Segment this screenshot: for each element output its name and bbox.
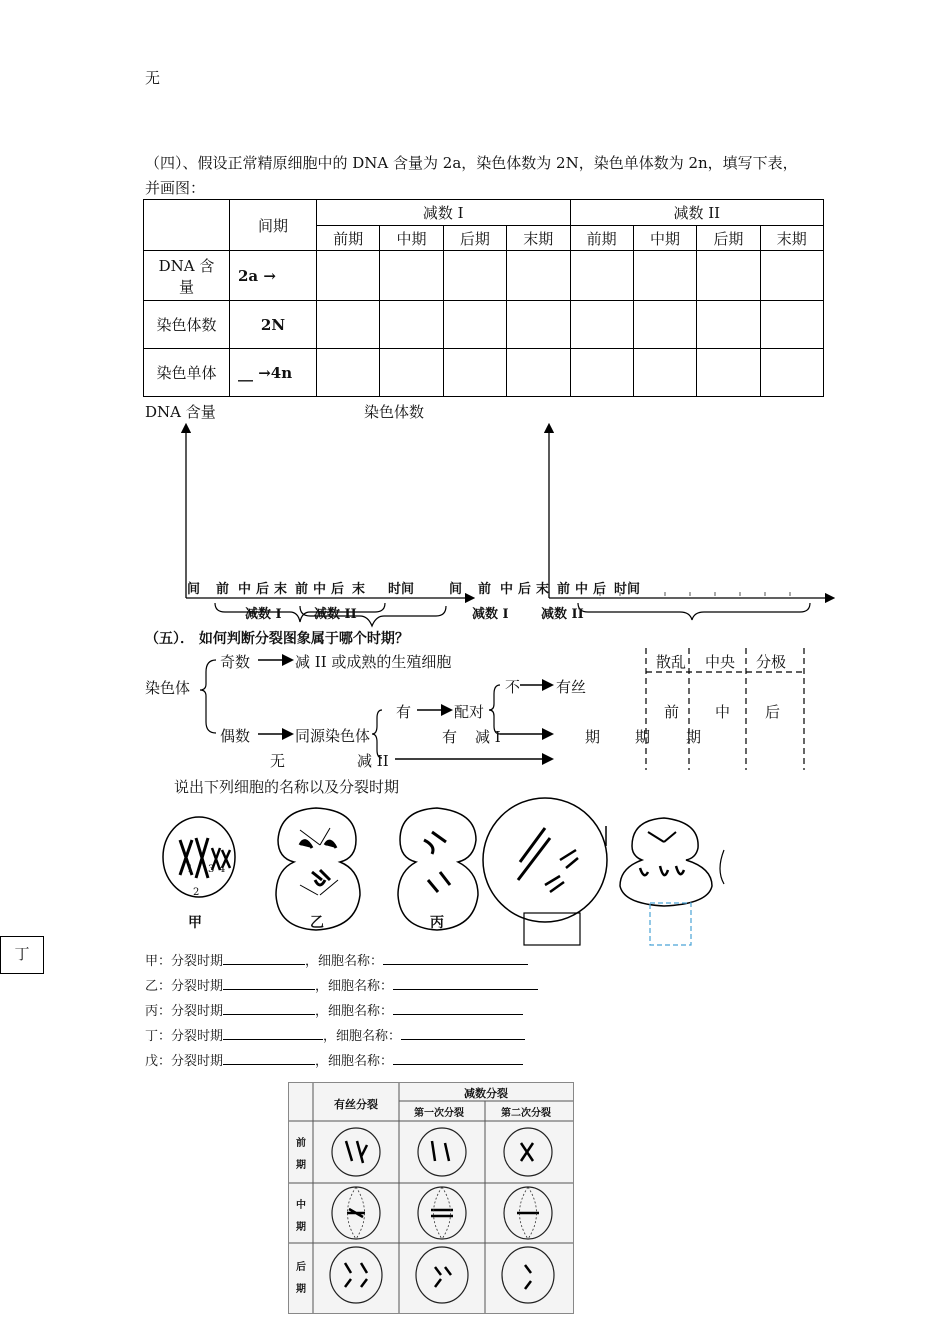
left-brace-label: 减数 I (245, 607, 282, 622)
right-axis-tick: 前 (478, 582, 492, 597)
right-axis-tick: 末 (536, 582, 550, 597)
row-label-chromatid: 染色单体 (144, 349, 230, 397)
phase-header: 中期 (633, 226, 696, 251)
question-text: 说出下列细胞的名称以及分裂时期 (174, 778, 400, 796)
right-axis-time: 时间 (614, 582, 641, 597)
answer-line: 戊：分裂时期 ，细胞名称： (145, 1050, 523, 1069)
graph-left-ylabel: DNA 含量 (145, 403, 216, 421)
interphase-header: 间期 (230, 200, 317, 251)
cell-jia-number: 3 (208, 864, 215, 875)
left-axis-tick: 末 (352, 582, 366, 597)
right-brace-label: 减数 I (472, 607, 509, 622)
mitosis-label: 有丝 (556, 678, 587, 696)
left-axis-tick: 前 (216, 582, 230, 597)
state-label: 分极 (756, 653, 787, 671)
chromatid-interphase-value: __ →4n (230, 349, 317, 397)
odd-label: 奇数 (220, 653, 251, 671)
none-label: 无 (270, 752, 286, 770)
meiosis2-header: 减数 II (570, 200, 824, 226)
right-brace (578, 603, 810, 620)
section5-heading: （五）． 如何判断分裂图象属于哪个时期？ (145, 631, 409, 647)
stage-suffix: 期 (635, 728, 651, 746)
ref-row-label: 后 期 (296, 1262, 306, 1295)
has2-label: 有 (442, 728, 458, 746)
has-label: 有 (396, 703, 412, 721)
blank-field[interactable] (223, 989, 315, 990)
left-axis-tick: 间 (187, 582, 201, 597)
reference-table (288, 1082, 574, 1314)
blank-field[interactable] (393, 1064, 523, 1065)
answer-line: 乙：分裂时期 ，细胞名称： (145, 975, 538, 994)
meiosis1-header: 减数 I (317, 200, 571, 226)
answer-line: 丙：分裂时期 ，细胞名称： (145, 1000, 523, 1019)
answer-line: 甲：分裂时期 ，细胞名称： (145, 950, 528, 969)
cell-label: 乙 (310, 915, 324, 931)
stage-prefix: 后 (765, 703, 781, 721)
ref-row-label: 中 期 (296, 1200, 306, 1233)
left-axis-tick: 中 (238, 582, 252, 597)
answer-line: 丁：分裂时期 ，细胞名称： (145, 1025, 525, 1044)
phase-header: 前期 (570, 226, 633, 251)
homolog-label: 同源染色体 (295, 727, 371, 745)
cell-label: 丙 (430, 915, 444, 931)
row-label-dna: DNA 含 量 (144, 251, 230, 301)
state-label: 散乱 (656, 653, 687, 671)
ref-sub-first: 第一次分裂 (414, 1108, 464, 1119)
section4-heading: （四）、假设正常精原细胞中的 DNA 含量为 2a，染色体数为 2N，染色单体数为 2n，填写下表， (145, 154, 798, 172)
left-brace-label: 减数 II (314, 607, 357, 622)
stage-suffix: 期 (585, 728, 601, 746)
blank-field[interactable] (393, 1014, 523, 1015)
side-label-box: 丁 (0, 936, 44, 974)
top-word: 无 (145, 69, 161, 87)
stage-prefix: 中 (715, 703, 731, 721)
left-axis-tick: 末 (274, 582, 288, 597)
left-axis-time: 时间 (388, 582, 415, 597)
meiosis1-label: 减 I (475, 728, 501, 746)
right-axis-tick: 中 (575, 582, 589, 597)
state-label: 中央 (705, 653, 736, 671)
phase-header: 末期 (760, 226, 823, 251)
ref-sub-second: 第二次分裂 (501, 1108, 551, 1119)
left-brace-1 (215, 603, 385, 622)
phase-header: 末期 (507, 226, 570, 251)
blank-field[interactable] (223, 1064, 315, 1065)
odd-result: 减 II 或成熟的生殖细胞 (295, 653, 452, 671)
ref-col-meiosis: 减数分裂 (464, 1087, 508, 1100)
right-axis-tick: 间 (449, 582, 463, 597)
phase-header: 前期 (317, 226, 380, 251)
root-label: 染色体 (145, 679, 191, 697)
pairing-label: 配对 (454, 703, 485, 721)
left-axis-tick: 后 (331, 582, 345, 597)
phase-header: 后期 (697, 226, 760, 251)
left-axis-tick: 前 (295, 582, 309, 597)
left-axis-tick: 后 (256, 582, 270, 597)
blank-field[interactable] (223, 1014, 315, 1015)
right-brace-label: 减数 II (541, 607, 584, 622)
section4-heading-cont: 并画图： (145, 179, 206, 197)
row-label-chromosome: 染色体数 (144, 301, 230, 349)
even-label: 偶数 (220, 727, 251, 745)
ref-col-mitosis: 有丝分裂 (334, 1098, 378, 1111)
phase-header: 后期 (443, 226, 506, 251)
meiosis2-label: 减 II (357, 752, 389, 770)
no-label: 不 (505, 678, 521, 696)
blank-field[interactable] (401, 1039, 525, 1040)
dna-interphase-value: 2a → (230, 251, 317, 301)
right-axis-tick: 前 (557, 582, 571, 597)
cell-jia-number: 4 (219, 864, 226, 875)
blank-field[interactable] (383, 964, 528, 965)
phase-header: 中期 (380, 226, 443, 251)
root-brace (200, 660, 216, 733)
blank-field[interactable] (223, 1039, 323, 1040)
right-axis-tick: 中 (500, 582, 514, 597)
cell-jia-number: 2 (193, 887, 200, 898)
ref-row-label: 前 期 (296, 1138, 306, 1171)
blank-field[interactable] (223, 964, 305, 965)
graph-right-ylabel: 染色体数 (364, 403, 425, 421)
chromosome-interphase-value: 2N (230, 301, 317, 349)
blank-field[interactable] (393, 989, 538, 990)
cell-jia-number: 1 (187, 864, 194, 875)
left-axis-tick: 中 (313, 582, 327, 597)
stage-suffix: 期 (686, 728, 702, 746)
cell-label: 甲 (188, 915, 202, 931)
right-axis-tick: 后 (518, 582, 532, 597)
right-axis-tick: 后 (593, 582, 607, 597)
stage-prefix: 前 (664, 703, 680, 721)
